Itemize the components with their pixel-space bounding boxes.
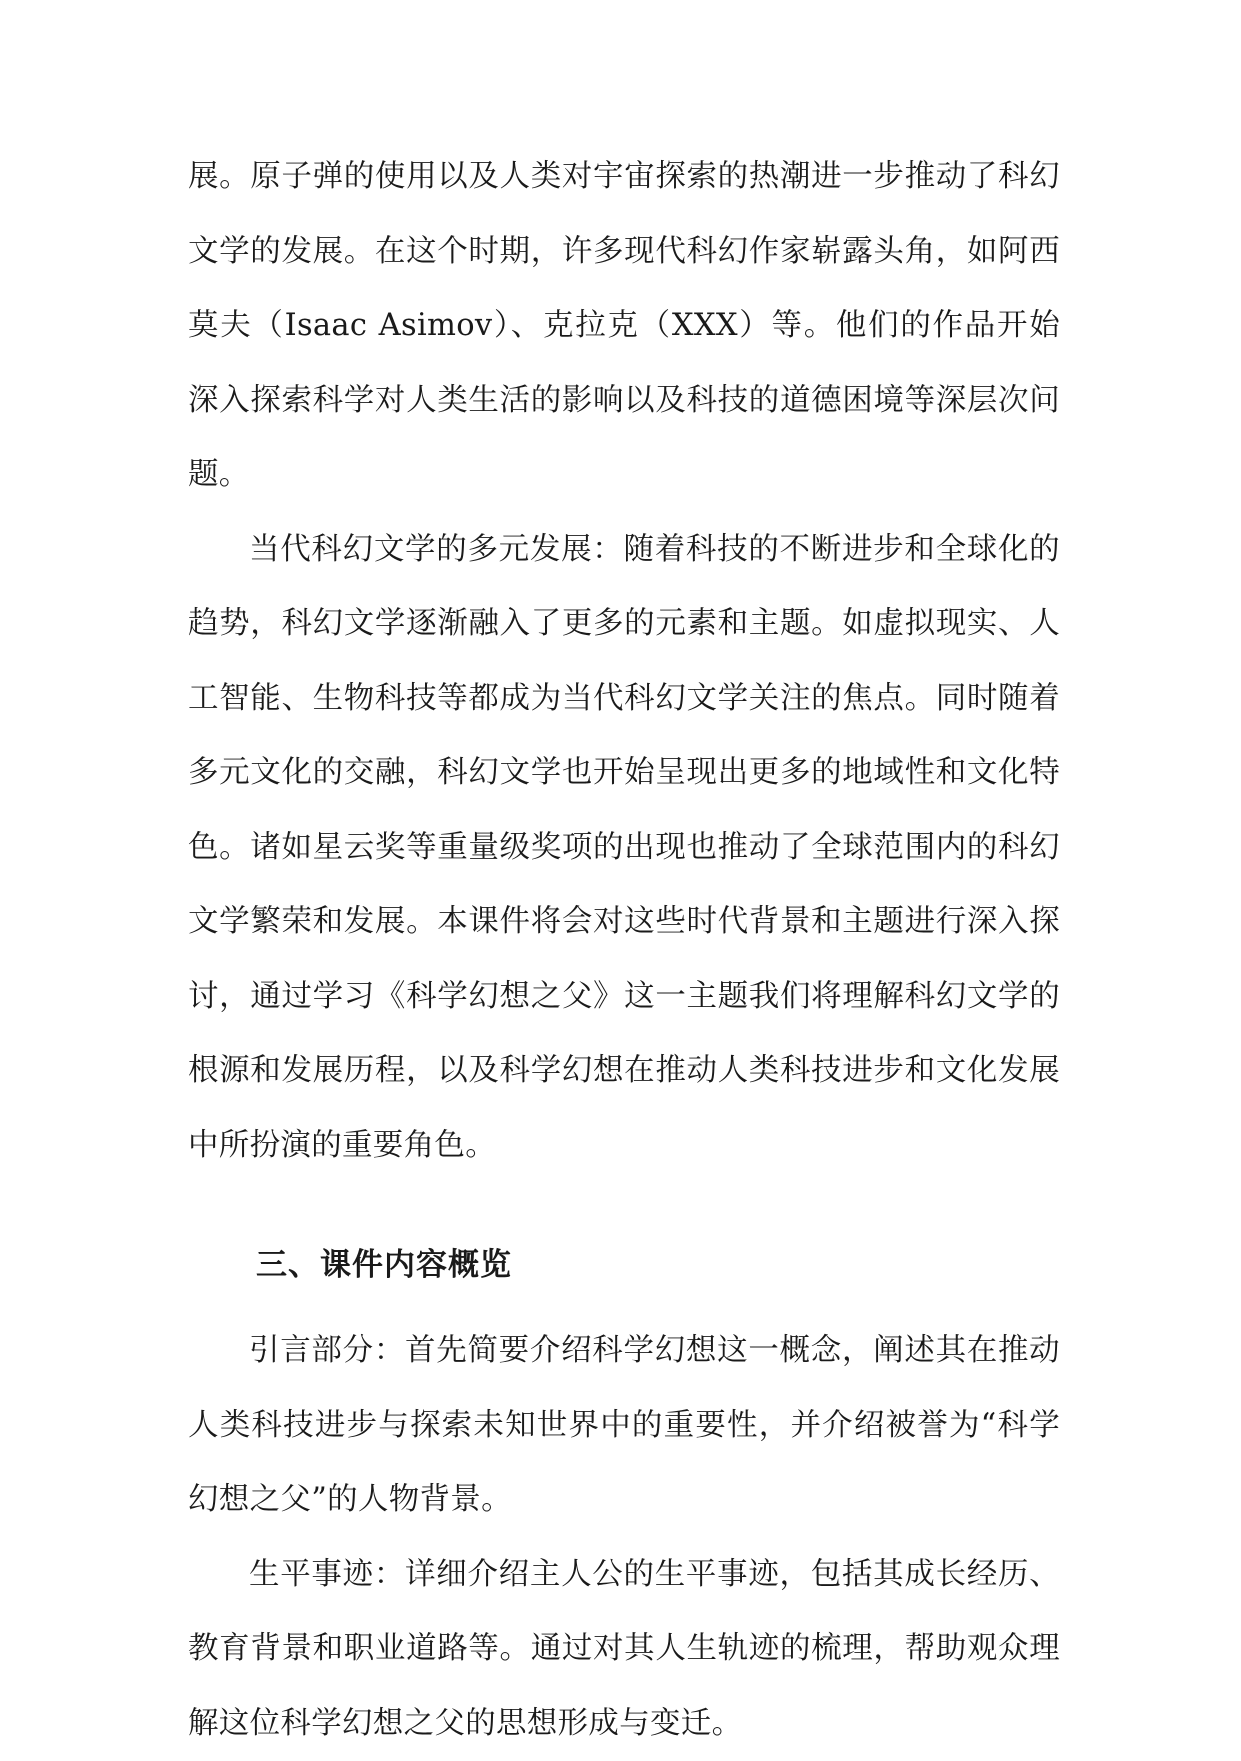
paragraph-continuation: 展。原子弹的使用以及人类对宇宙探索的热潮进一步推动了科幻文学的发展。在这个时期，许多现代科幻作家崭露头角，如阿西莫夫（Isaac Asimov）、克拉克（XXX）等。他们的作品开始深入探索科学对人类生活的影响以及科技的道德困境等深层次问题。 bbox=[188, 140, 1060, 513]
paragraph-contemporary-scifi: 当代科幻文学的多元发展：随着科技的不断进步和全球化的趋势，科幻文学逐渐融入了更多的元素和主题。如虚拟现实、人工智能、生物科技等都成为当代科幻文学关注的焦点。同时随着多元文化的交融，科幻文学也开始呈现出更多的地域性和文化特色。诸如星云奖等重量级奖项的出现也推动了全球范围内的科幻文学繁荣和发展。本课件将会对这些时代背景和主题进行深入探讨，通过学习《科学幻想之父》这一主题我们将理解科幻文学的根源和发展历程，以及科学幻想在推动人类科技进步和文化发展中所扮演的重要角色。 bbox=[188, 513, 1060, 1184]
paragraph-introduction: 引言部分：首先简要介绍科学幻想这一概念，阐述其在推动人类科技进步与探索未知世界中的重要性，并介绍被誉为“科学幻想之父”的人物背景。 bbox=[188, 1314, 1060, 1538]
document-page bbox=[188, 140, 1060, 1761]
section-heading: 三、课件内容概览 bbox=[188, 1228, 1060, 1302]
paragraph-biography: 生平事迹：详细介绍主人公的生平事迹，包括其成长经历、教育背景和职业道路等。通过对其人生轨迹的梳理，帮助观众理解这位科学幻想之父的思想形成与变迁。 bbox=[188, 1538, 1060, 1761]
